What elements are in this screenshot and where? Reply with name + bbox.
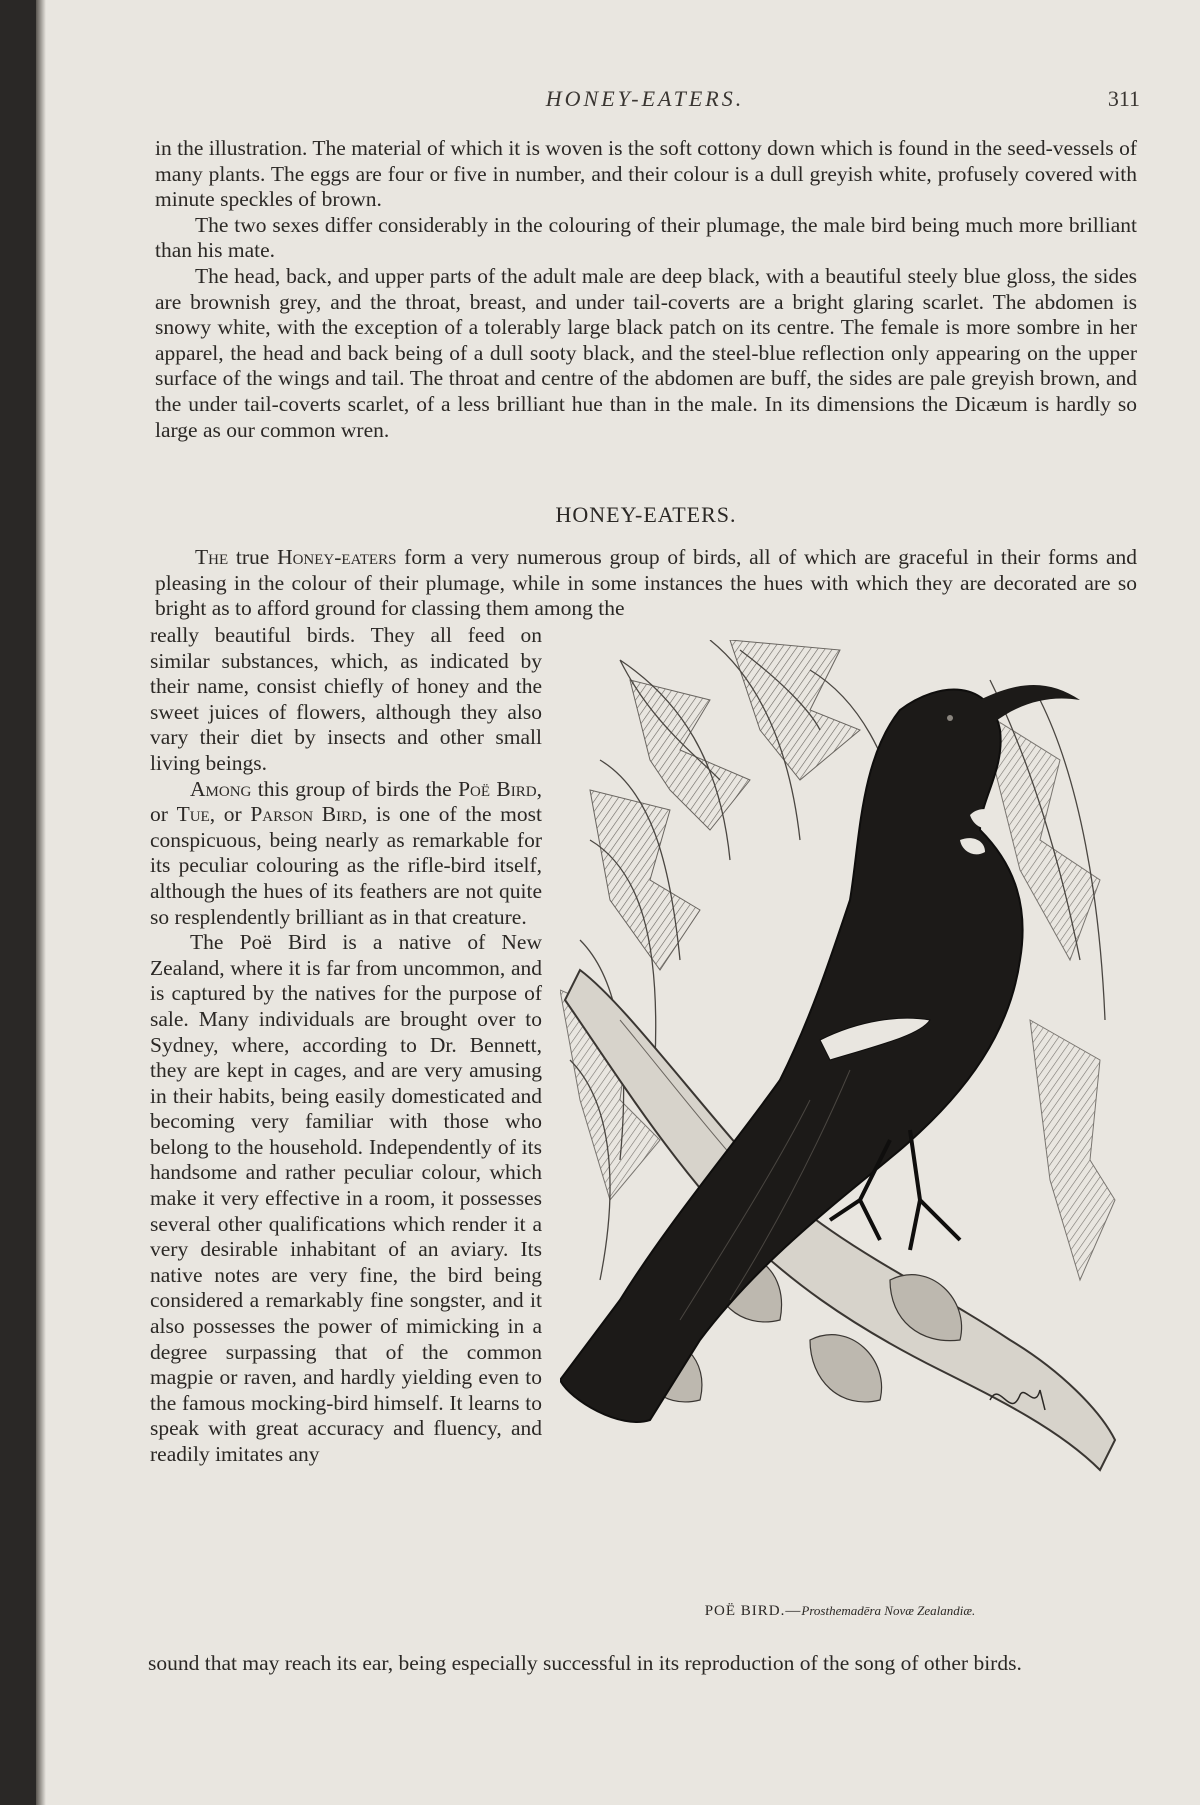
small-caps-term: Tue [176, 802, 210, 827]
page-number: 311 [1107, 86, 1140, 111]
paragraph: really beautiful birds. They all feed on similar substances, which, as indicated by their name, consist chiefly of honey and the sweet juices of flowers, although they also vary their diet by insects and other small living beings. [150, 623, 542, 775]
figure-caption [560, 1603, 1120, 1620]
paragraph: in the illustration. The material of which it is woven is the soft cottony down which is found in the seed-vessels of many plants. The eggs are four or five in number, and their colour is a dull greyish white, profusely covered with minute speckles of brown. [155, 136, 1137, 212]
caption-latin-name: Prosthemadēra Novæ Zealandiæ. [801, 1603, 976, 1618]
text-column [150, 623, 542, 1468]
binding-shadow [36, 0, 46, 1805]
text-run: , or [150, 776, 542, 827]
closing-text [148, 1651, 1138, 1677]
text-run: form a very numerous group of birds, all of which are graceful in their forms and pleasing in the colour of their plumage, while in some instances the hues with which they are decorated are so bright as to afford ground for classing them among the [155, 545, 1137, 621]
paragraph: The two sexes differ considerably in the colouring of their plumage, the male bird being much more brilliant than his mate. [155, 212, 1137, 263]
small-caps-term: Parson Bird [250, 802, 362, 827]
running-head [150, 86, 1140, 116]
paragraph: The Poë Bird is a native of New Zealand, where it is far from uncommon, and is captured by the natives for the purpose of sale. Many individuals are brought over to Sydney, where, according to Dr. Bennett, they are kept in cages, and are very amusing in their habits, being easily domesticated and becoming very familiar with those who belong to the household. Independently of its handsome and rather peculiar colour, which make it very effective in a room, it possesses several other qualifications which render it a very desirable inhabitant of an aviary. Its native notes are very fine, the bird being considered a remarkably fine songster, and it also possesses the power of mimicking in a degree surpassing that of the common magpie or raven, and hardly yielding even to the famous mocking-bird himself. It learns to speak with great accuracy and fluency, and readily imitates any [150, 930, 542, 1466]
poe-bird-engraving-icon [560, 640, 1120, 1520]
text-run: this group of birds the [251, 776, 459, 801]
small-caps-term: Poë Bird [458, 776, 537, 801]
small-caps-term: Honey-eaters [277, 545, 397, 569]
text-run: , is one of the most conspicuous, being nearly as remarkable for its peculiar colouring as the rifle-bird itself, although the hues of its feathers are not quite so resplendently brilliant as in that creature. [150, 802, 542, 929]
section-heading: HONEY-EATERS. [555, 502, 737, 527]
text-run: true [228, 545, 278, 569]
caption-title: POË BIRD.— [704, 1603, 802, 1619]
paragraph [150, 777, 542, 931]
paragraph [155, 545, 1137, 622]
section-intro [155, 545, 1137, 622]
page-binding [0, 0, 36, 1805]
continued-text [155, 136, 1137, 443]
small-caps-lead: The [195, 545, 229, 569]
small-caps-lead: Among [190, 776, 252, 801]
paragraph: The head, back, and upper parts of the adult male are deep black, with a beautiful steely blue gloss, the sides are brownish grey, and the throat, breast, and under tail-coverts are a bright glaring scarlet. The abdomen is snowy white, with the exception of a tolerably large black patch on its centre. The female is more sombre in her apparel, the head and back being of a dull sooty black, and the steel-blue reflection only appearing on the upper surface of the wings and tail. The throat and centre of the abdomen are buff, the sides are pale greyish brown, and the under tail-coverts scarlet, of a less brilliant hue than in the male. In its dimensions the Dicæum is hardly so large as our common wren. [155, 263, 1137, 442]
poe-bird-illustration [560, 640, 1120, 1520]
text-run: , or [209, 802, 251, 827]
paragraph: sound that may reach its ear, being especially successful in its reproduction of the song of other birds. [148, 1651, 1022, 1675]
running-title: HONEY-EATERS. [545, 86, 745, 111]
